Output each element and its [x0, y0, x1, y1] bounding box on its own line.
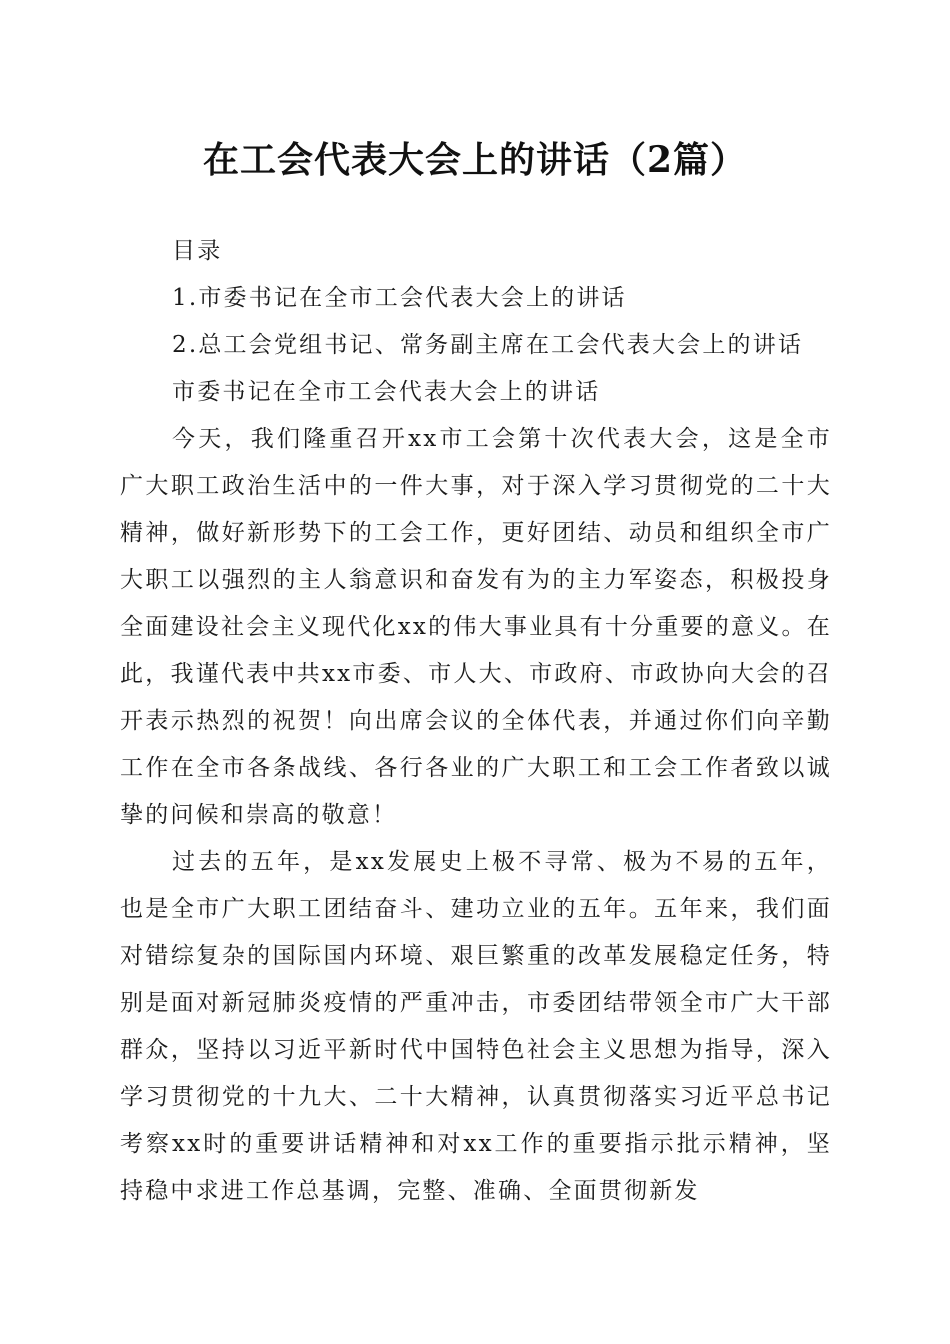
- section-heading: 市委书记在全市工会代表大会上的讲话: [172, 379, 601, 405]
- document-title: 在工会代表大会上的讲话（2篇）: [202, 139, 748, 181]
- toc-item-2: 2.总工会党组书记、常务副主席在工会代表大会上的讲话: [172, 332, 804, 358]
- paragraph-2: 过去的五年，是xx发展史上极不寻常、极为不易的五年，也是全市广大职工团结奋斗、建功立业的五年。五年来，我们面对错综复杂的国际国内环境、艰巨繁重的改革发展稳定任务，特别是面对新冠肺炎疫情的严重冲击，市委团结带领全市广大干部群众，坚持以习近平新时代中国特色社会主义思想为指导，深入学习贯彻党的十九大、二十大精神，认真贯彻落实习近平总书记考察xx时的重要讲话精神和对xx工作的重要指示批示精神，坚持稳中求进工作总基调，完整、准确、全面贯彻新发: [120, 849, 832, 1204]
- paragraph-1: 今天，我们隆重召开xx市工会第十次代表大会，这是全市广大职工政治生活中的一件大事，对于深入学习贯彻党的二十大精神，做好新形势下的工会工作，更好团结、动员和组织全市广大职工以强烈的主人翁意识和奋发有为的主力军姿态，积极投身全面建设社会主义现代化xx的伟大事业具有十分重要的意义。在此，我谨代表中共xx市委、市人大、市政府、市政协向大会的召开表示热烈的祝贺！向出席会议的全体代表，并通过你们向辛勤工作在全市各条战线、各行各业的广大职工和工会工作者致以诚挚的问候和崇高的敬意！: [120, 426, 832, 828]
- toc-item-1: 1.市委书记在全市工会代表大会上的讲话: [172, 285, 627, 311]
- document-body: [120, 228, 832, 1215]
- toc-heading: 目录: [172, 238, 223, 264]
